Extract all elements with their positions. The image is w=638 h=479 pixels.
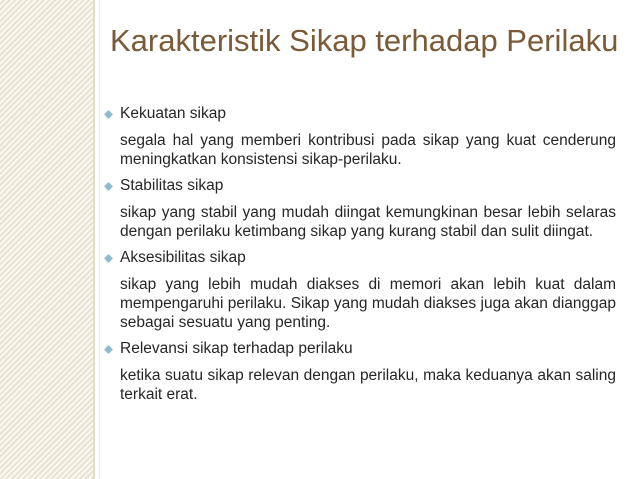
diamond-bullet-icon	[104, 254, 113, 263]
list-item	[104, 339, 616, 404]
item-label: Kekuatan sikap	[120, 105, 226, 122]
list-item	[104, 176, 616, 241]
item-label: Stabilitas sikap	[120, 177, 224, 194]
item-description: ketika suatu sikap relevan dengan perilaku, maka keduanya akan saling terkait erat.	[120, 367, 616, 403]
decorative-divider-thin	[99, 0, 100, 479]
item-description: sikap yang lebih mudah diakses di memori akan lebih kuat dalam mempengaruhi perilaku. Sikap yang mudah diakses juga akan dianggap sebagai sesuatu yang penting.	[120, 276, 616, 331]
item-label: Relevansi sikap terhadap perilaku	[120, 340, 353, 357]
decorative-divider	[93, 0, 95, 479]
list-item	[104, 248, 616, 332]
item-description: sikap yang stabil yang mudah diingat kemungkinan besar lebih selaras dengan perilaku ketimbang sikap yang kurang stabil dan sulit diingat.	[120, 204, 616, 240]
decorative-side-band	[0, 0, 93, 479]
diamond-bullet-icon	[104, 345, 113, 354]
diamond-bullet-icon	[104, 182, 113, 191]
item-description: segala hal yang memberi kontribusi pada sikap yang kuat cenderung meningkatkan konsistensi sikap-perilaku.	[120, 132, 616, 168]
bullet-list	[104, 104, 616, 411]
slide-title: Karakteristik Sikap terhadap Perilaku	[110, 23, 619, 58]
diamond-bullet-icon	[104, 110, 113, 119]
list-item	[104, 104, 616, 169]
item-label: Aksesibilitas sikap	[120, 249, 246, 266]
